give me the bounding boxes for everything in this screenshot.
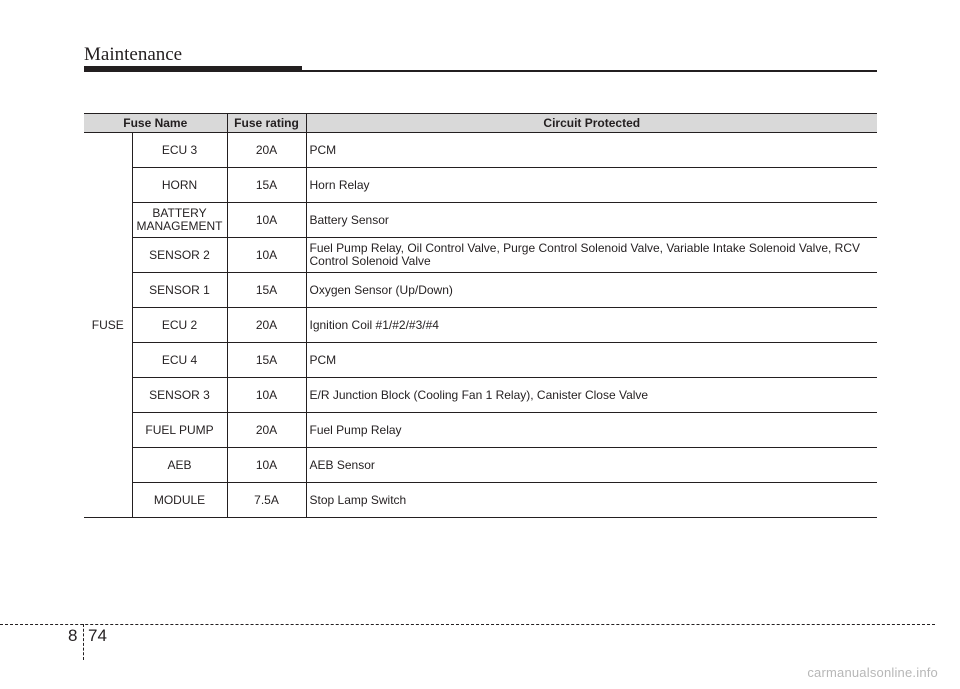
fuse-rating-cell: 10A [227,448,306,483]
circuit-protected-cell: Ignition Coil #1/#2/#3/#4 [306,308,877,343]
fuse-name-cell: BATTERY MANAGEMENT [132,203,227,238]
fuse-name-cell: AEB [132,448,227,483]
column-header-circuit-protected: Circuit Protected [306,114,877,133]
table-row [84,308,877,343]
fuse-group-label: FUSE [84,133,132,518]
watermark: carmanualsonline.info [807,665,938,680]
fuse-name-cell: FUEL PUMP [132,413,227,448]
fuse-rating-cell: 15A [227,168,306,203]
header-rule-thin [300,70,877,72]
fuse-name-cell: ECU 3 [132,133,227,168]
table-row [84,483,877,518]
fuse-rating-cell: 20A [227,413,306,448]
fuse-rating-cell: 15A [227,343,306,378]
table-row [84,448,877,483]
column-header-fuse-rating: Fuse rating [227,114,306,133]
table-row [84,378,877,413]
fuse-rating-cell: 20A [227,133,306,168]
fuse-name-cell: SENSOR 1 [132,273,227,308]
fuse-name-cell: ECU 2 [132,308,227,343]
circuit-protected-cell: Stop Lamp Switch [306,483,877,518]
table-row [84,273,877,308]
table-row [84,133,877,168]
circuit-protected-cell: Oxygen Sensor (Up/Down) [306,273,877,308]
fuse-name-cell: ECU 4 [132,343,227,378]
page-number: 74 [88,626,107,645]
section-title: Maintenance [84,44,183,65]
circuit-protected-cell: Battery Sensor [306,203,877,238]
table-row [84,168,877,203]
fuse-name-cell: MODULE [132,483,227,518]
fuse-rating-cell: 10A [227,238,306,273]
fuse-rating-cell: 20A [227,308,306,343]
table-row [84,343,877,378]
circuit-protected-cell: Horn Relay [306,168,877,203]
fuse-name-cell: HORN [132,168,227,203]
fuse-name-cell: SENSOR 3 [132,378,227,413]
fuse-table-body [84,133,877,518]
fuse-rating-cell: 15A [227,273,306,308]
chapter-number: 8 [68,626,78,645]
circuit-protected-cell: E/R Junction Block (Cooling Fan 1 Relay), Canister Close Valve [306,378,877,413]
fuse-table [84,113,877,518]
fuse-rating-cell: 7.5A [227,483,306,518]
header-rule-thick [84,66,302,72]
fuse-rating-cell: 10A [227,203,306,238]
table-row [84,413,877,448]
table-header-row [84,114,877,133]
circuit-protected-cell: PCM [306,343,877,378]
fuse-rating-cell: 10A [227,378,306,413]
circuit-protected-cell: Fuel Pump Relay, Oil Control Valve, Purge Control Solenoid Valve, Variable Intake Solenoid Valve, RCV Control Solenoid Valve [306,238,877,273]
table-row [84,203,877,238]
footer-page-divider [83,624,84,660]
table-row [84,238,877,273]
circuit-protected-cell: AEB Sensor [306,448,877,483]
footer-dashed-rule [0,624,935,625]
circuit-protected-cell: PCM [306,133,877,168]
fuse-name-cell: SENSOR 2 [132,238,227,273]
circuit-protected-cell: Fuel Pump Relay [306,413,877,448]
column-header-fuse-name: Fuse Name [84,114,227,133]
